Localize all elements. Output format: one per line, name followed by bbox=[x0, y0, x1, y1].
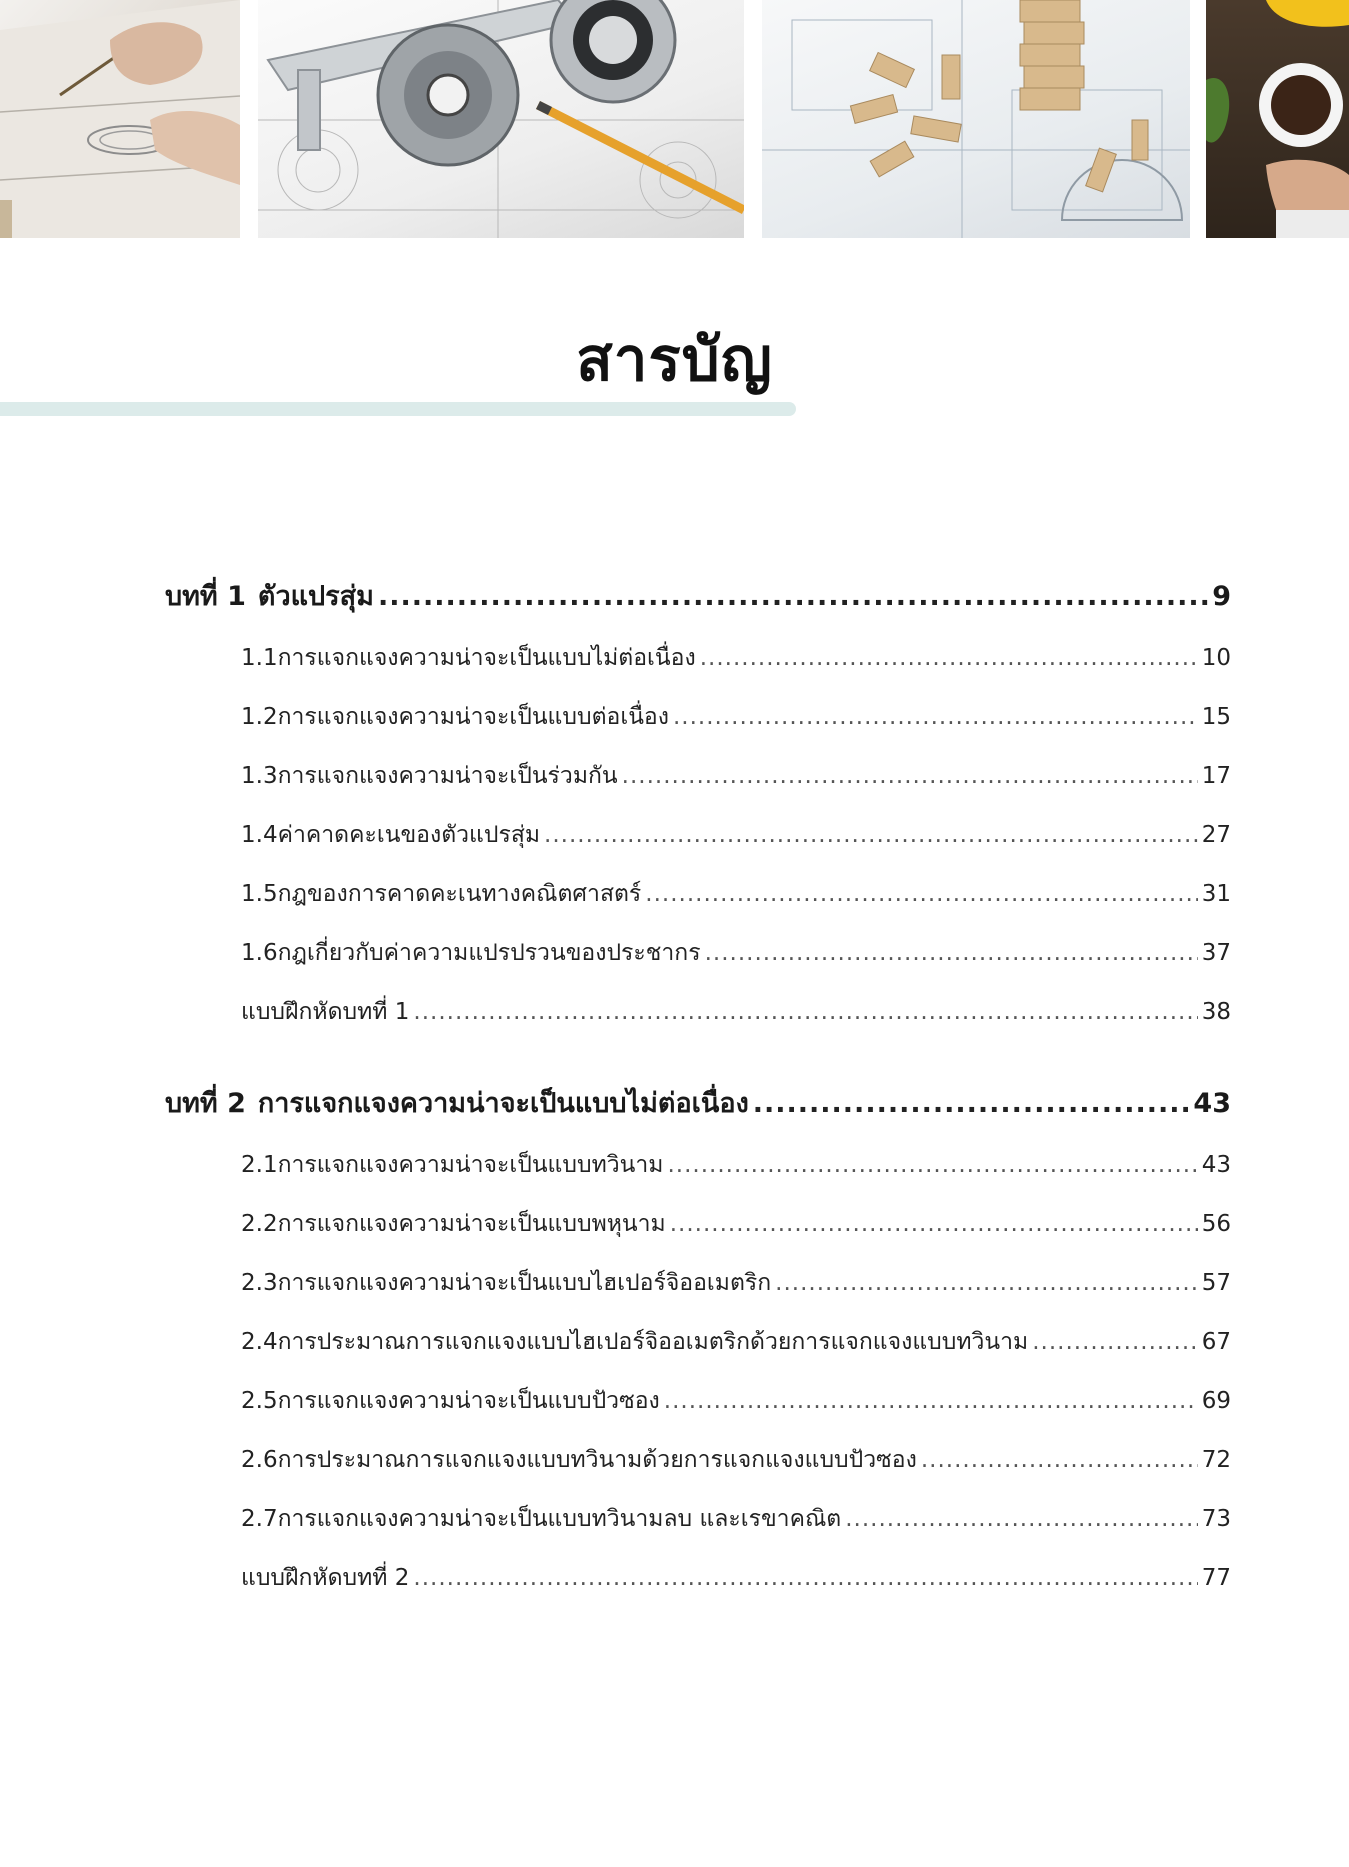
dot-leader bbox=[645, 865, 1197, 924]
entry-number: 1.6 bbox=[241, 940, 278, 966]
entry-title: ค่าคาดคะเนของตัวแปรสุ่ม bbox=[277, 822, 541, 848]
entry-page-number: 37 bbox=[1201, 940, 1231, 966]
dot-leader bbox=[673, 688, 1198, 747]
toc-entry-exercises[interactable] bbox=[165, 1549, 1231, 1608]
entry-page-number: 77 bbox=[1201, 1565, 1231, 1591]
caliper-gear-bearing-photo bbox=[258, 0, 744, 238]
table-of-contents bbox=[165, 565, 1231, 1608]
entry-number: 2.2 bbox=[241, 1211, 278, 1237]
dot-leader bbox=[753, 1072, 1190, 1136]
entry-number: 2.3 bbox=[241, 1270, 278, 1296]
toc-entry[interactable] bbox=[165, 1195, 1231, 1254]
entry-page-number: 10 bbox=[1201, 645, 1231, 671]
toc-entry[interactable] bbox=[165, 1136, 1231, 1195]
toc-chapter-1[interactable] bbox=[165, 565, 1231, 629]
entry-number: 2.6 bbox=[241, 1447, 278, 1473]
toc-entry[interactable] bbox=[165, 1254, 1231, 1313]
entry-title: การประมาณการแจกแจงแบบไฮเปอร์จิออเมตริกด้วยการแจกแจงแบบทวินาม bbox=[277, 1329, 1029, 1355]
chapter-title: ตัวแปรสุ่ม bbox=[257, 581, 374, 612]
entry-title: การแจกแจงความน่าจะเป็นแบบต่อเนื่อง bbox=[277, 704, 669, 730]
entry-title: การแจกแจงความน่าจะเป็นแบบทวินาม bbox=[277, 1152, 664, 1178]
entry-page-number: 27 bbox=[1201, 822, 1231, 848]
chapter-label: บทที่ 2 bbox=[165, 1088, 246, 1119]
toc-entry[interactable] bbox=[165, 1490, 1231, 1549]
toc-entry[interactable] bbox=[165, 1372, 1231, 1431]
chapter-page-number: 9 bbox=[1212, 581, 1231, 612]
toc-entry[interactable] bbox=[165, 865, 1231, 924]
toc-entry[interactable] bbox=[165, 924, 1231, 983]
entry-number: 2.1 bbox=[241, 1152, 278, 1178]
dot-leader bbox=[700, 629, 1198, 688]
entry-title: กฎของการคาดคะเนทางคณิตศาสตร์ bbox=[277, 881, 642, 907]
entry-title: การประมาณการแจกแจงแบบทวินามด้วยการแจกแจงแบบปัวซอง bbox=[277, 1447, 917, 1473]
entry-number: 2.7 bbox=[241, 1506, 278, 1532]
entry-page-number: 56 bbox=[1201, 1211, 1231, 1237]
entry-title: กฎเกี่ยวกับค่าความแปรปรวนของประชากร bbox=[277, 940, 701, 966]
dot-leader bbox=[413, 983, 1197, 1042]
entry-number: 1.3 bbox=[241, 763, 278, 789]
entry-page-number: 38 bbox=[1201, 999, 1231, 1025]
entry-number: 1.5 bbox=[241, 881, 278, 907]
toc-entry[interactable] bbox=[165, 688, 1231, 747]
title-underline-bar bbox=[0, 402, 796, 416]
toc-entry[interactable] bbox=[165, 806, 1231, 865]
toc-entry-exercises[interactable] bbox=[165, 983, 1231, 1042]
entry-page-number: 72 bbox=[1201, 1447, 1231, 1473]
toc-entry[interactable] bbox=[165, 747, 1231, 806]
toc-entry[interactable] bbox=[165, 1431, 1231, 1490]
entry-title: การแจกแจงความน่าจะเป็นแบบปัวซอง bbox=[277, 1388, 660, 1414]
chapter-label: บทที่ 1 bbox=[165, 581, 246, 612]
entry-number: 2.5 bbox=[241, 1388, 278, 1414]
entry-title: การแจกแจงความน่าจะเป็นแบบทวินามลบ และเรขาคณิต bbox=[277, 1506, 842, 1532]
dot-leader bbox=[775, 1254, 1198, 1313]
entry-page-number: 57 bbox=[1201, 1270, 1231, 1296]
dot-leader bbox=[667, 1136, 1197, 1195]
entry-page-number: 67 bbox=[1201, 1329, 1231, 1355]
entry-number: 2.4 bbox=[241, 1329, 278, 1355]
toc-chapter-2[interactable] bbox=[165, 1072, 1231, 1136]
dot-leader bbox=[921, 1431, 1198, 1490]
wooden-blocks-blueprint-photo bbox=[762, 0, 1190, 238]
toc-entry[interactable] bbox=[165, 629, 1231, 688]
entry-title: แบบฝึกหัดบทที่ 2 bbox=[241, 1565, 410, 1591]
toc-entry[interactable] bbox=[165, 1313, 1231, 1372]
entry-page-number: 43 bbox=[1201, 1152, 1231, 1178]
page-title: สารบัญ bbox=[576, 325, 773, 395]
dot-leader bbox=[664, 1372, 1198, 1431]
dot-leader bbox=[622, 747, 1198, 806]
entry-page-number: 31 bbox=[1201, 881, 1231, 907]
entry-title: การแจกแจงความน่าจะเป็นแบบไม่ต่อเนื่อง bbox=[277, 645, 696, 671]
hand-drawing-blueprint-photo bbox=[0, 0, 240, 238]
entry-page-number: 69 bbox=[1201, 1388, 1231, 1414]
entry-number: 1.4 bbox=[241, 822, 278, 848]
entry-title: การแจกแจงความน่าจะเป็นแบบพหุนาม bbox=[277, 1211, 666, 1237]
dot-leader bbox=[670, 1195, 1198, 1254]
chapter-title: การแจกแจงความน่าจะเป็นแบบไม่ต่อเนื่อง bbox=[257, 1088, 749, 1119]
entry-page-number: 15 bbox=[1201, 704, 1231, 730]
entry-page-number: 17 bbox=[1201, 763, 1231, 789]
entry-title: แบบฝึกหัดบทที่ 1 bbox=[241, 999, 410, 1025]
entry-title: การแจกแจงความน่าจะเป็นร่วมกัน bbox=[277, 763, 618, 789]
dot-leader bbox=[413, 1549, 1197, 1608]
entry-number: 1.1 bbox=[241, 645, 278, 671]
dot-leader bbox=[845, 1490, 1197, 1549]
dot-leader bbox=[544, 806, 1198, 865]
entry-page-number: 73 bbox=[1201, 1506, 1231, 1532]
dot-leader bbox=[378, 565, 1208, 629]
dot-leader bbox=[1032, 1313, 1197, 1372]
coffee-hardhat-photo bbox=[1206, 0, 1349, 238]
entry-title: การแจกแจงความน่าจะเป็นแบบไฮเปอร์จิออเมตริก bbox=[277, 1270, 772, 1296]
dot-leader bbox=[705, 924, 1198, 983]
entry-number: 1.2 bbox=[241, 704, 278, 730]
chapter-page-number: 43 bbox=[1193, 1088, 1231, 1119]
